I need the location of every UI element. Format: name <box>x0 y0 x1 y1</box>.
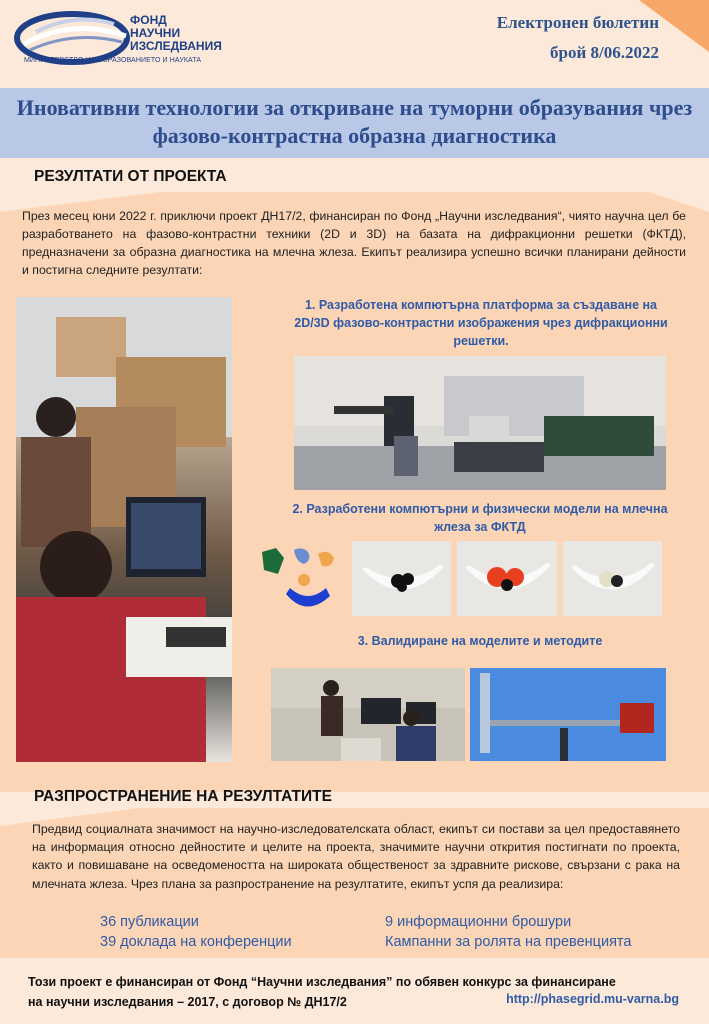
result-item-1: 1. Разработена компютърна платформа за създаване на 2D/3D фазово-контрастни изображения чрез дифракционни решетки. <box>294 298 668 348</box>
results-intro: През месец юни 2022 г. приключи проект ДН17/2, финансиран по Фонд „Научни изследвания“, чиято научна цел бе разработването на фазово-контрастни техники (2D и 3D) на базата на дифракционни решетки (ФКТД), предназначени за образна диагностика на млечна жлеза. Екипът реализира успешно всички планирани дейности и постигна следните резултати: <box>22 209 686 277</box>
issue-number: брой 8/06.2022 <box>550 43 659 62</box>
bulletin-label: Електронен бюлетин <box>496 13 659 32</box>
project-url-link[interactable]: http://phasegrid.mu-varna.bg <box>506 992 679 1006</box>
stat-brochures: 9 информационни брошури <box>385 914 572 930</box>
phantom-model-photo-2 <box>457 541 557 616</box>
funding-line-2: на научни изследвания – 2017, с договор № ДН17/2 <box>28 995 347 1009</box>
xray-setup-photo <box>470 668 666 761</box>
dissemination-text: Предвид социалната значимост на научно-изследователската област, екипът си постави за цел предоставянето на информация относно дейностите и целите на проекта, значимите научни открития постигнати по проекта, както и повишаване на осведомеността на широката общественост за здравните рискове, свързани с рака на млечната жлеза. Чрез плана за разпространение на резултатите, екипът успя да реализира: <box>32 822 680 891</box>
bulletin-info <box>497 12 659 68</box>
phantom-model-photo-1 <box>352 541 451 616</box>
experimental-setup-photo <box>294 356 666 490</box>
lab-team-photo <box>16 297 232 762</box>
results-heading: РЕЗУЛТАТИ ОТ ПРОЕКТА <box>34 168 227 185</box>
logo-title: ФОНД НАУЧНИ ИЗСЛЕДВАНИЯ <box>130 13 222 53</box>
header <box>0 0 709 88</box>
breast-model-diagram-icon <box>256 544 352 620</box>
logo-subtitle: МИНИСТЕРСТВО НА ОБРАЗОВАНИЕТО И НАУКАТА <box>24 57 202 64</box>
result-item-2: 2. Разработени компютърни и физически модели на млечна жлеза за ФКТД <box>292 502 668 534</box>
page-title: Иновативни технологии за откриване на туморни образувания чрез фазово-контрастна образна диагностика <box>16 95 693 148</box>
validation-team-photo <box>271 668 465 761</box>
stat-campaigns: Кампанни за ролята на превенцията <box>385 934 632 950</box>
stat-conferences: 39 доклада на конференции <box>100 934 292 950</box>
dissemination-heading: РАЗПРОСТРАНЕНИЕ НА РЕЗУЛТАТИТЕ <box>34 788 332 805</box>
funding-line-1: Този проект е финансиран от Фонд “Научни изследвания” по обявен конкурс за финансиране <box>28 975 616 989</box>
result-item-3: 3. Валидиране на моделите и методите <box>357 634 603 648</box>
phantom-model-photo-3 <box>563 541 662 616</box>
stat-publications: 36 публикации <box>100 914 199 930</box>
